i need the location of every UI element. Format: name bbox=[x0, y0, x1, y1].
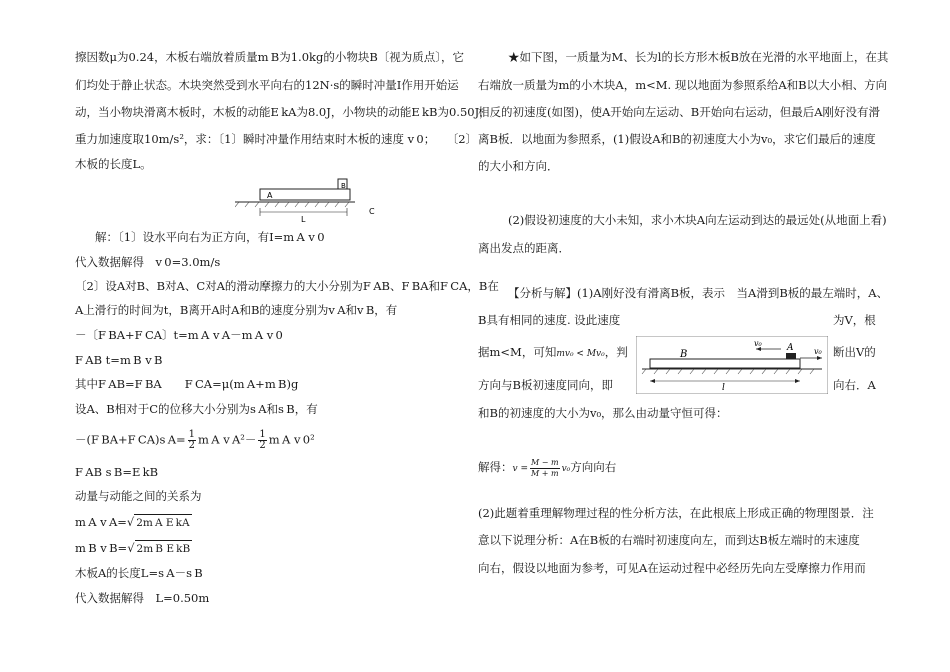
analysis-line: 为V，根 bbox=[833, 313, 876, 327]
label-v0-b: v₀ bbox=[814, 347, 822, 356]
problem-line: 相反的初速度(如图)，使A开始向左运动、B开始向右运动，但最后A刚好没有滑 bbox=[478, 105, 881, 119]
problem-line: 动，当小物块滑离木板时，木板的动能E kA为8.0J，小物块的动能E kB为0.50J， bbox=[75, 105, 491, 119]
board-block-figure bbox=[235, 172, 395, 232]
part2-line: (2)此题着重理解物理过程的性分析方法，在此根底上形成正确的物理图景．注 bbox=[478, 506, 874, 520]
label-v0-a: v₀ bbox=[754, 339, 762, 348]
board-block-figure-2 bbox=[636, 336, 828, 394]
length-equation: 木板A的长度L=s A－s B bbox=[75, 566, 203, 580]
solution-line: 〔2〕设A对B、B对A、C对A的滑动摩擦力的大小分别为F AB、F BA和F CA，B在 bbox=[75, 279, 499, 293]
solution-line: 其中F AB=F BA F CA=μ(m A+m B)g bbox=[75, 377, 299, 391]
label-b: B bbox=[341, 182, 346, 190]
answer-fraction: $\frac{M - m}{M + m}$ bbox=[531, 457, 559, 478]
board-a bbox=[260, 189, 350, 200]
fab-equation: F AB s B=E kB bbox=[75, 465, 159, 479]
result-line: 代入数据解得 L=0.50m bbox=[75, 591, 210, 605]
relation-line: 动量与动能之间的关系为 bbox=[75, 489, 202, 503]
problem-line: 离出发点的距离． bbox=[478, 241, 570, 255]
board-b bbox=[650, 359, 800, 368]
problem-line: 离B板．以地面为参照系，(1)假设A和B的初速度大小为v₀，求它们最后的速度 bbox=[478, 132, 876, 146]
energy-equation: －(F BA+F CA)s A= $\frac{1}{2}$ m A v A²－ $\frac{1}{2}$ m A v 0² bbox=[75, 429, 315, 451]
analysis-line: 方向与B板初速度同向，即 bbox=[478, 378, 613, 392]
ground-hatch bbox=[235, 202, 349, 207]
problem-line: 重力加速度取10m/s²，求：〔1〕瞬时冲量作用结束时木板的速度 v 0； 〔2〕 bbox=[75, 132, 478, 146]
part2-line: 向右，假设以地面为参考，可见A在运动过程中必经历先向左受摩擦力作用而 bbox=[478, 561, 866, 575]
label-l: L bbox=[301, 215, 306, 224]
solution-line: －〔F BA+F CA〕t=m A v A－m A v 0 bbox=[75, 328, 283, 342]
label-l: l bbox=[722, 383, 725, 393]
label-c: C bbox=[369, 207, 375, 216]
block-a bbox=[786, 353, 796, 359]
analysis-line: 据m<M，可知mv₀ < Mv₀，判 bbox=[478, 345, 628, 359]
label-a: A bbox=[267, 191, 273, 200]
label-b: B bbox=[680, 349, 688, 360]
analysis-line: 和B的初速度的大小为v₀，那么由动量守恒可得： bbox=[478, 406, 728, 420]
solution-line: 代入数据解得 v 0=3.0m/s bbox=[75, 255, 221, 269]
problem-line: ★如下图，一质量为M、长为l的长方形木板B放在光滑的水平地面上，在其 bbox=[508, 50, 889, 64]
problem-line: 右端放一质量为m的小木块A，m<M. 现以地面为参照系给A和B以大小相、方向 bbox=[478, 78, 888, 92]
solution-line: A上滑行的时间为t，B离开A时A和B的速度分别为v A和v B，有 bbox=[75, 303, 398, 317]
vb-equation: m B v B=√ 2m B E kB bbox=[75, 541, 191, 555]
solution-line: 设A、B相对于C的位移大小分别为s A和s B，有 bbox=[75, 402, 318, 416]
analysis-line: B具有相同的速度. 设此速度 bbox=[478, 313, 621, 327]
fraction-half: $\frac{1}{2}$ bbox=[259, 429, 266, 451]
analysis-line: 向右．A bbox=[833, 378, 876, 392]
problem-line: 木板的长度L。 bbox=[75, 157, 152, 171]
problem-line: 的大小和方向． bbox=[478, 159, 559, 173]
fraction-half: $\frac{1}{2}$ bbox=[188, 429, 196, 451]
analysis-line: 断出V的 bbox=[833, 345, 876, 359]
va-equation: m A v A=√ 2m A E kA bbox=[75, 515, 190, 529]
problem-line: 擦因数μ为0.24，木板右端放着质量m B为1.0kg的小物块B〔视为质点〕，它 bbox=[75, 50, 465, 64]
solution-line: 解：〔1〕设水平向右为正方向，有I=m A v 0 bbox=[95, 230, 325, 244]
inequality: mv₀ < Mv₀ bbox=[556, 349, 605, 359]
answer-line: 解得：v = $\frac{M - m}{M + m}$ v₀方向向右 bbox=[478, 457, 617, 478]
solution-line: F AB t=m B v B bbox=[75, 353, 163, 367]
problem-line: 们均处于静止状态。木块突然受到水平向右的12N·s的瞬时冲量I作用开始运 bbox=[75, 78, 459, 92]
label-a: A bbox=[787, 343, 794, 353]
part2-line: 意以下说理分析：A在B板的右端时初速度向左，而到达B板左端时的末速度 bbox=[478, 533, 860, 547]
problem-line: (2)假设初速度的大小未知，求小木块A向左运动到达的最远处(从地面上看) bbox=[508, 213, 887, 227]
analysis-line: 【分析与解】(1)A刚好没有滑离B板，表示 当A滑到B板的最左端时，A、 bbox=[508, 286, 889, 300]
